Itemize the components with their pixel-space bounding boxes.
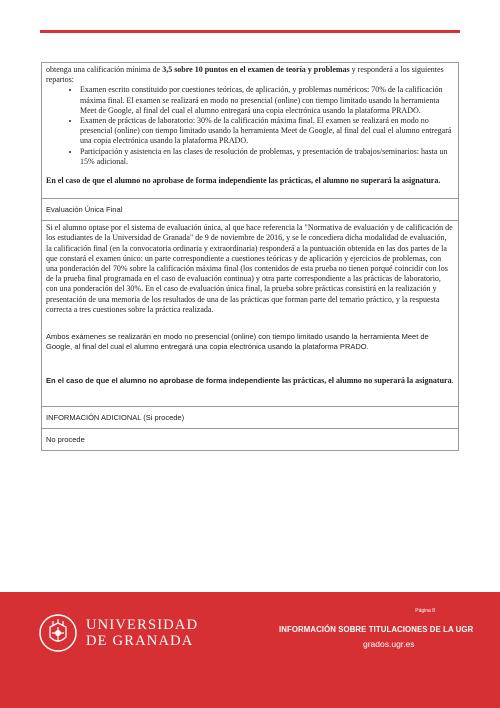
guide-content: [41, 62, 459, 451]
titulaciones-title: INFORMACIÓN SOBRE TITULACIONES DE LA UGR: [279, 625, 474, 634]
unica-cell: [41, 221, 459, 406]
list-item: • Participación y asistencia en las clases de resolución de problemas, y presentación de trabajos/seminarios: hasta un 15% adicional.: [80, 147, 454, 167]
university-seal-icon: [38, 613, 78, 653]
info-header: INFORMACIÓN ADICIONAL (Si procede): [41, 407, 459, 429]
unica-online-paragraph: Ambos exámenes se realizarán en modo no presencial (online) con tiempo limitado usando la herramienta Meet de Google, al final del cual el alumno entregará una copia electrónica usando la plataforma PRADO.: [46, 331, 429, 351]
intro-paragraph: obtenga una calificación mínima de 3,5 sobre 10 puntos en el examen de teoría y problemas y responderá a los siguientes repartos:: [46, 65, 444, 85]
unica-header: Evaluación Única Final: [41, 199, 459, 221]
practicas-note: En el caso de que el alumno no aprobase de forma independiente las prácticas, el alumno no superará la asignatura.: [46, 176, 441, 186]
list-item: • Examen escrito constituido por cuestiones teóricas, de aplicación, y problemas numéricos: 70% de la calificación máxima final. El examen se realizará en modo no presencial (online) con tiempo limitado usando la herramienta Meet de Google, al final del cual el alumno entregará una copia electrónica usando la plataforma PRADO.: [80, 85, 454, 116]
page-number: Página 8: [415, 608, 435, 614]
evaluation-cell: [41, 62, 459, 199]
info-value: No procede: [41, 429, 459, 451]
unica-paragraph: Si el alumno optase por el sistema de evaluación única, al que hace referencia la "Normativa de evaluación y de calificación de los estudiantes de la Universidad de Granada" de 9 de noviembre de 2016, y se le concediera dicha modalidad de evaluación, la calificación final (en la convocatoria ordinaria y extraordinaria) responderá a la puntuación obtenida en las dos partes de la que constará el examen único: un parte correspondiente a cuestiones teóricas y de aplicación y ejercicios de problemas, con una ponderación del 70% sobre la calificación máxima final (los contenidos de esta prueba no tienen porqué coincidir con los de la prueba final programada en el caso de evaluación continua) y otra parte correspondiente a las prácticas de laboratorio, con una ponderación del 30%. En el caso de evaluación única final, la prueba sobre prácticas consistirá en la realización y presentación de una memoria de los resultados de una de las prácticas que forman parte del temario práctico, y la respuesta correcta a tres cuestiones sobre la práctica realizada.: [46, 223, 453, 314]
university-name: UNIVERSIDAD DE GRANADA: [86, 617, 199, 649]
top-accent-bar: [40, 30, 460, 33]
evaluation-list: [46, 85, 454, 167]
grados-link[interactable]: grados.ugr.es: [363, 639, 415, 649]
page-footer: [0, 592, 500, 708]
unica-note: En el caso de que el alumno no aprobase de forma independiente las prácticas, el alumno no superará la asignatura.: [46, 375, 454, 385]
list-item: • Examen de prácticas de laboratorio: 30% de la calificación máxima final. El examen se realizará en modo no presencial (online) con tiempo limitado usando la herramienta Meet de Google, al final del cual el alumno entregará una copia electrónica usando la plataforma PRADO.: [80, 116, 454, 147]
